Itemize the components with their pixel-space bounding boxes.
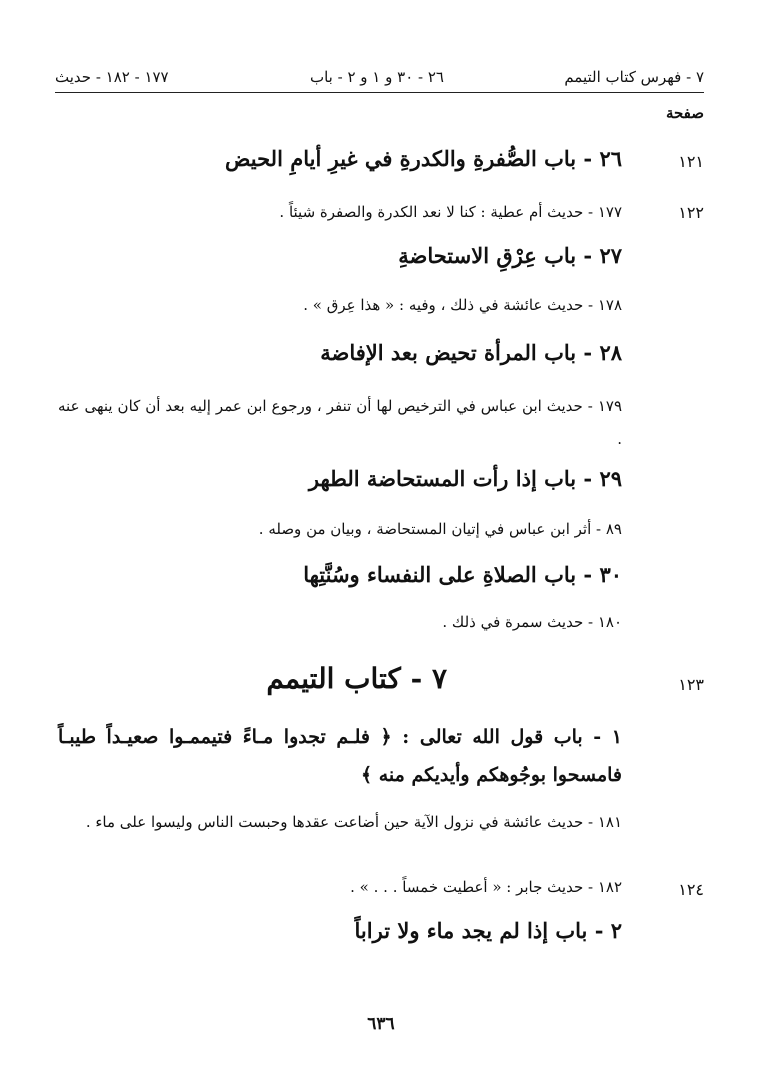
running-header [55,64,704,93]
page-ref: ١٢٤ [678,880,704,899]
header-chapter-title: ٧ - فهرس كتاب التيمم [564,68,704,86]
chapter-heading-2: ٢ - باب إذا لم يجد ماء ولا تراباً [354,918,622,943]
chapter-heading-1: ١ - باب قول الله تعالى : ﴿ فلـم تجدوا مـاءً فتيممـوا صعيـداً طيبـاً فامسحوا بوجُوهكم وأيديكم منه ﴾ [58,726,622,786]
page-ref: ١٢١ [678,152,704,171]
hadith-entry-177: ١٧٧ - حديث أم عطية : كنا لا نعد الكدرة والصفرة شيئاً . [279,203,622,221]
header-chapter-range: ٢٦ - ٣٠ و ١ و ٢ - باب [309,68,444,86]
page-ref: ١٢٢ [678,203,704,222]
chapter-heading-26: ٢٦ - باب الصُّفرةِ والكدرةِ في غيرِ أيامِ الحيض [225,146,622,171]
hadith-entry-181: ١٨١ - حديث عائشة في نزول الآية حين أضاعت عقدها وحبست الناس وليسوا على ماء . [85,813,622,831]
hadith-entry-182: ١٨٢ - حديث جابر : « أعطيت خمساً . . . » . [350,878,622,896]
hadith-entry-178: ١٧٨ - حديث عائشة في ذلك ، وفيه : « هذا عِرق » . [303,296,622,314]
chapter-heading-30: ٣٠ - باب الصلاةِ على النفساء وسُنَّتِها [303,562,622,587]
book-title: ٧ - كتاب التيمم [266,662,447,695]
athar-entry-89: ٨٩ - أثر ابن عباس في إتيان المستحاضة ، وبيان من وصله . [258,520,622,538]
chapter-heading-28: ٢٨ - باب المرأة تحيض بعد الإفاضة [320,340,622,365]
chapter-heading-29: ٢٩ - باب إذا رأت المستحاضة الطهر [308,466,622,491]
hadith-entry-180: ١٨٠ - حديث سمرة في ذلك . [442,613,622,631]
chapter-heading-27: ٢٧ - باب عِرْقِ الاستحاضةِ [398,243,622,268]
page-column-label: صفحة [665,104,704,122]
page-ref: ١٢٣ [678,675,704,694]
header-hadith-range: ١٧٧ - ١٨٢ - حديث [55,68,169,86]
page-number: ٦٣٦ [367,1014,395,1034]
hadith-entry-179: ١٧٩ - حديث ابن عباس في الترخيص لها أن تنفر ، ورجوع ابن عمر إليه بعد أن كان ينهى عنه . [58,397,622,448]
